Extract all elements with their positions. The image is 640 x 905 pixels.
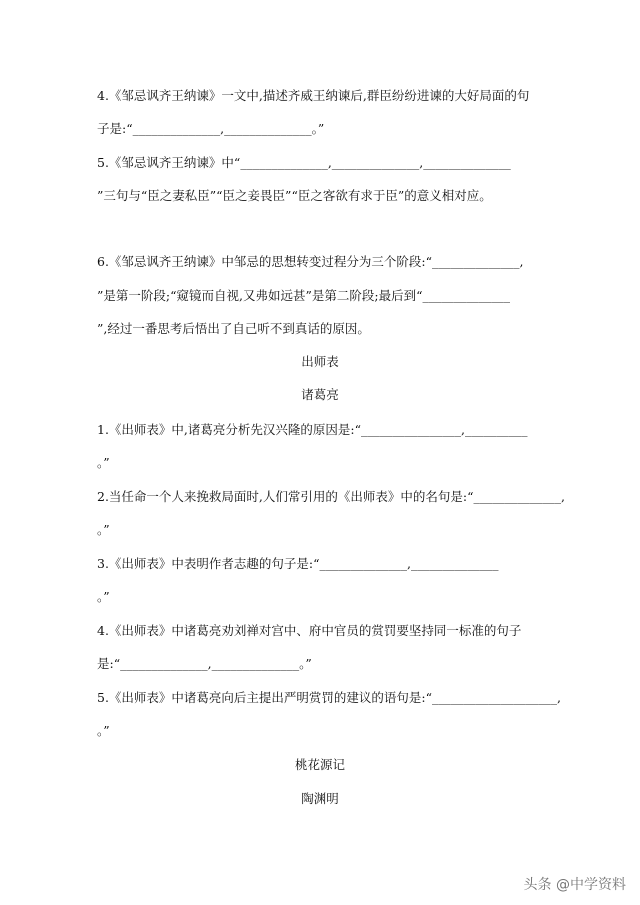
question-5-line-1: 5.《邹忌讽齐王纳谏》中“______________,______________,______________ xyxy=(97,155,511,170)
question-6-line-3: ”,经过一番思考后悟出了自己听不到真话的原因。 xyxy=(97,321,370,336)
question-4-line-2: 子是:“______________,______________。” xyxy=(97,121,325,136)
question-6-line-2: ”是第一阶段;“窥镜而自视,又弗如远甚”是第二阶段;最后到“______________ xyxy=(97,288,510,303)
chushibiao-q5-line-2: 。” xyxy=(97,723,110,738)
chushibiao-q3-line-1: 3.《出师表》中表明作者志趣的句子是:“______________,______________ xyxy=(97,556,499,571)
question-6-line-1: 6.《邹忌讽齐王纳谏》中邹忌的思想转变过程分为三个阶段:“______________, xyxy=(97,254,524,269)
section-title-chushibiao: 出师表 xyxy=(301,354,339,369)
section-title-taohuayuanji: 桃花源记 xyxy=(294,757,345,772)
chushibiao-q4-line-1: 4.《出师表》中诸葛亮劝刘禅对宫中、府中官员的赏罚要坚持同一标准的句子 xyxy=(97,623,522,638)
chushibiao-q5-line-1: 5.《出师表》中诸葛亮向后主提出严明赏罚的建议的语句是:“____________________, xyxy=(97,690,562,705)
chushibiao-q2-line-2: 。” xyxy=(97,522,110,537)
question-4-line-1: 4.《邹忌讽齐王纳谏》一文中,描述齐威王纳谏后,群臣纷纷进谏的大好局面的句 xyxy=(97,88,530,103)
chushibiao-q4-line-2: 是:“______________,______________。” xyxy=(97,656,312,671)
section-author-zhugeliang: 诸葛亮 xyxy=(301,387,339,402)
chushibiao-q2-line-1: 2.当任命一个人来挽救局面时,人们常引用的《出师表》中的名句是:“______________, xyxy=(97,489,565,504)
chushibiao-q1-line-1: 1.《出师表》中,诸葛亮分析先汉兴隆的原因是:“________________,__________ xyxy=(97,422,528,437)
watermark-label: 头条 @中学资料 xyxy=(523,877,626,893)
question-5-line-2: ”三句与“臣之妻私臣”“臣之妾畏臣”“臣之客欲有求于臣”的意义相对应。 xyxy=(97,188,492,203)
chushibiao-q3-line-2: 。” xyxy=(97,589,110,604)
chushibiao-q1-line-2: 。” xyxy=(97,455,110,470)
section-author-taoyuanming: 陶渊明 xyxy=(301,791,339,806)
